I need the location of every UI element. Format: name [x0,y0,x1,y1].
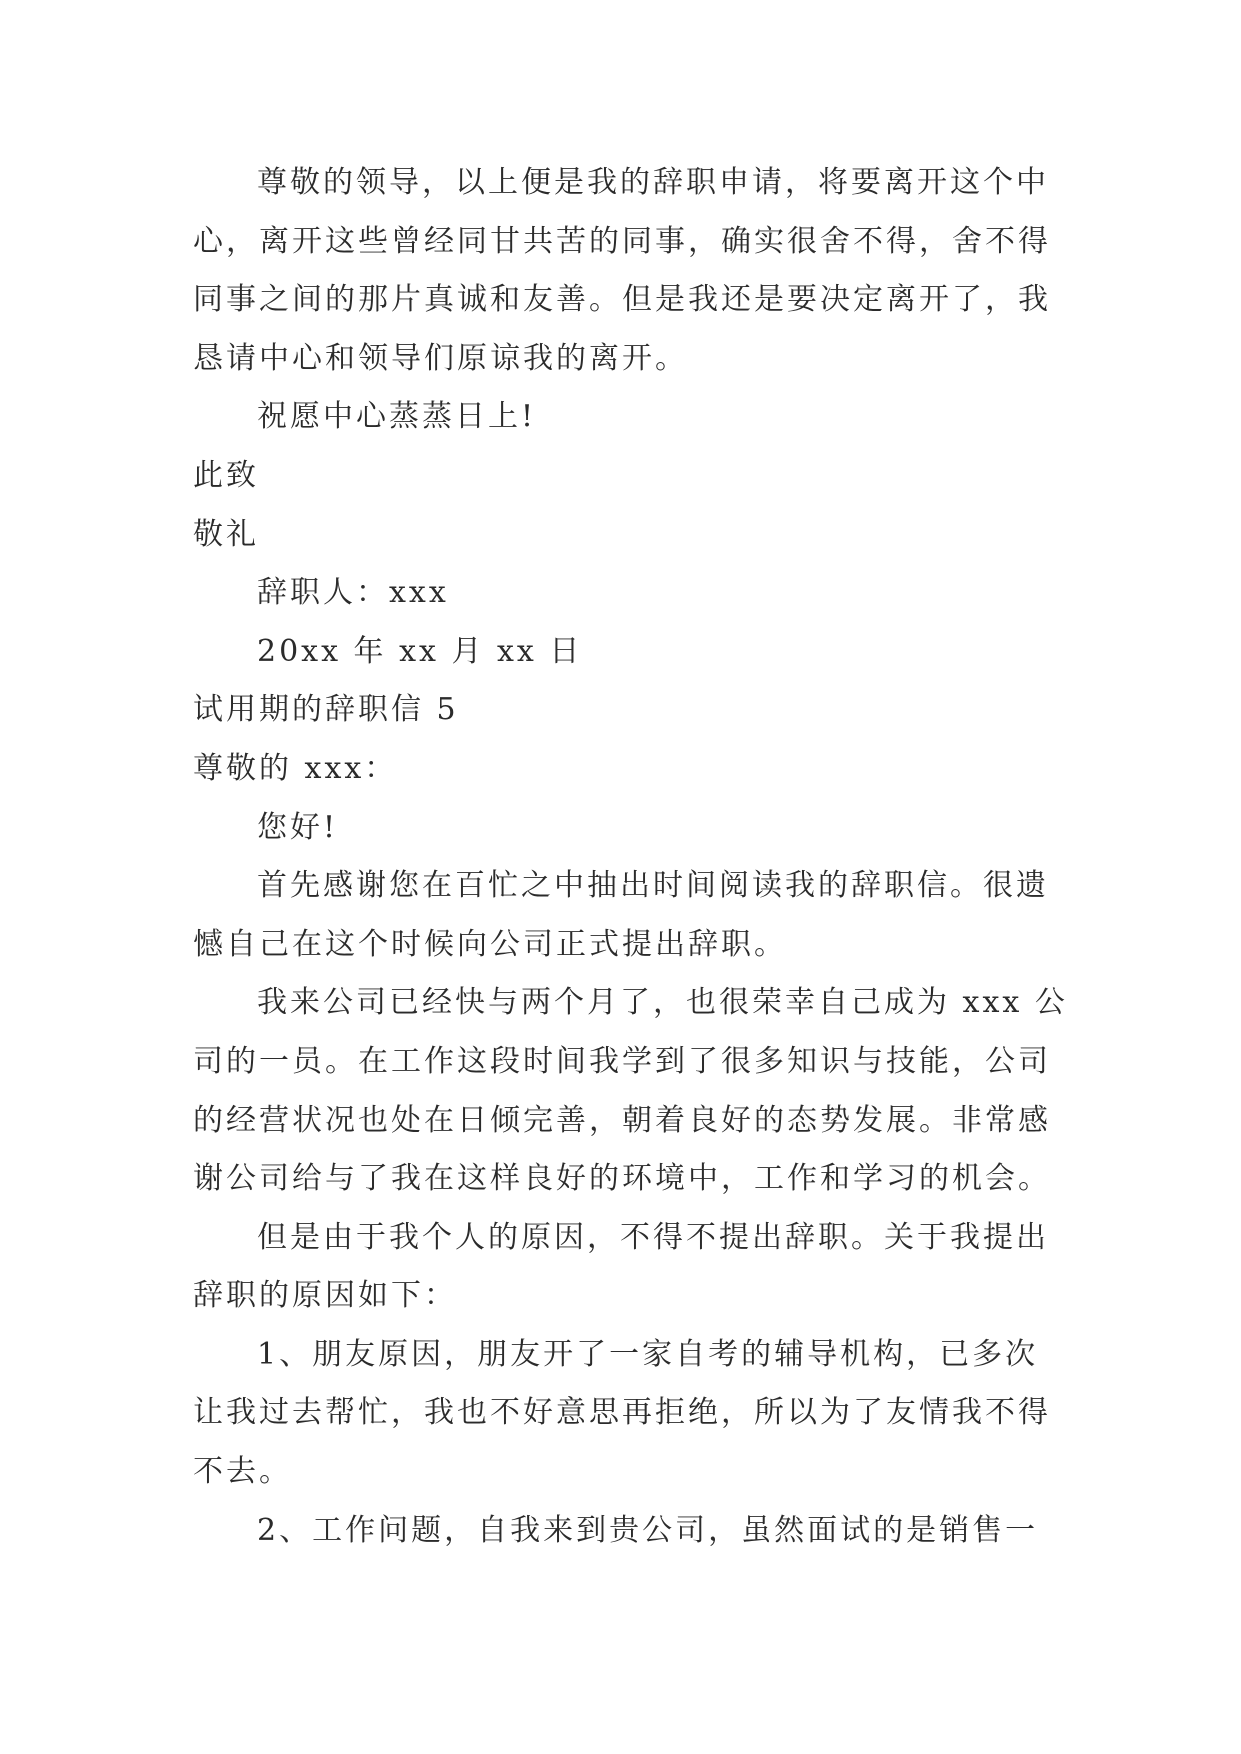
paragraph-line: 谢公司给与了我在这样良好的环境中，工作和学习的机会。 [193,1161,1051,1197]
signature-line: 辞职人：xxx [257,575,449,611]
letter-5 [193,681,1093,1560]
paragraph-line: 恳请中心和领导们原谅我的离开。 [193,340,688,376]
closing-line: 敬礼 [193,516,259,552]
date-line: 20xx 年 xx 月 xx 日 [257,633,583,669]
paragraph-line: 心，离开这些曾经同甘共苦的同事，确实很舍不得，舍不得 [193,223,1051,259]
paragraph-line: 同事之间的那片真诚和友善。但是我还是要决定离开了，我 [193,282,1051,318]
paragraph-line: 憾自己在这个时候向公司正式提出辞职。 [193,926,787,962]
previous-letter-ending [193,154,1093,681]
paragraph-line: 的经营状况也处在日倾完善，朝着良好的态势发展。非常感 [193,1102,1051,1138]
paragraph-line: 尊敬的领导，以上便是我的辞职申请，将要离开这个中 [257,165,1049,200]
reason-line: 让我过去帮忙，我也不好意思再拒绝，所以为了友情我不得 [193,1395,1051,1431]
greeting-line: 您好! [257,809,339,845]
paragraph-line: 但是由于我个人的原因，不得不提出辞职。关于我提出 [257,1219,1049,1255]
paragraph-line: 我来公司已经快与两个月了，也很荣幸自己成为 xxx 公 [257,985,1068,1021]
paragraph-line: 首先感谢您在百忙之中抽出时间阅读我的辞职信。很遗 [257,868,1049,904]
reason-line: 1、朋友原因，朋友开了一家自考的辅导机构，已多次 [257,1336,1039,1372]
reason-line: 不去。 [193,1454,292,1490]
paragraph-line: 司的一员。在工作这段时间我学到了很多知识与技能，公司 [193,1043,1051,1079]
addressee-line: 尊敬的 xxx： [193,750,398,786]
letter-title: 试用期的辞职信 5 [193,692,459,728]
paragraph-line: 辞职的原因如下： [193,1278,457,1314]
document-body [193,154,1093,1560]
closing-line: 此致 [193,457,259,493]
wish-line: 祝愿中心蒸蒸日上! [257,399,537,435]
reason-line: 2、工作问题，自我来到贵公司，虽然面试的是销售一 [257,1512,1039,1548]
